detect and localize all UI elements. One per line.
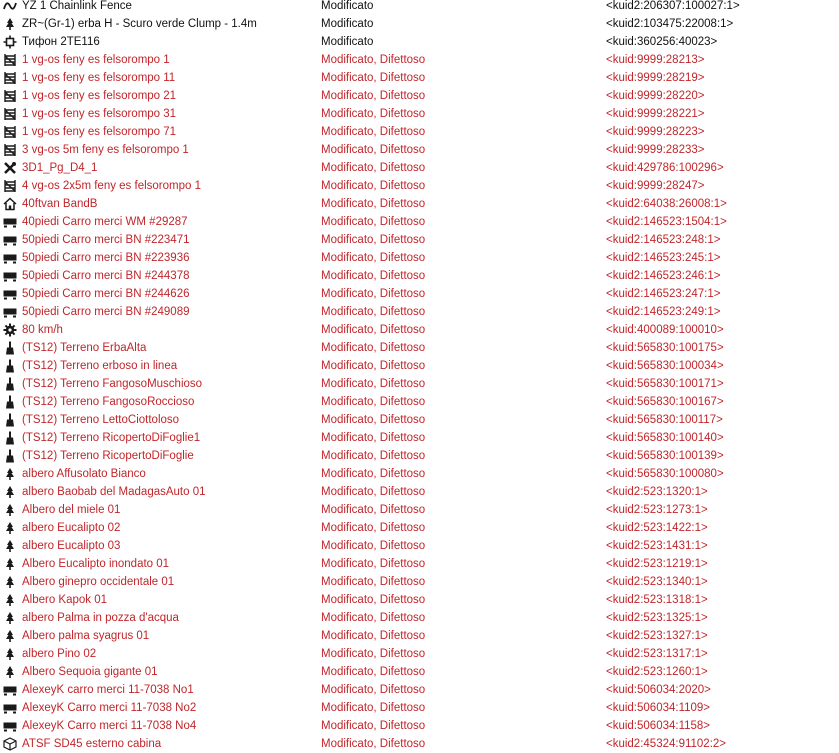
wagon-icon	[3, 233, 17, 247]
asset-kuid: <kuid2:523:1219:1>	[606, 558, 708, 570]
asset-name: albero Palma in pozza d'acqua	[22, 612, 179, 624]
asset-kuid: <kuid2:523:1320:1>	[606, 486, 708, 498]
asset-kuid: <kuid2:523:1317:1>	[606, 648, 708, 660]
asset-kuid: <kuid2:523:1431:1>	[606, 540, 708, 552]
asset-name: albero Baobab del MadagasAuto 01	[22, 486, 206, 498]
brush-icon	[3, 377, 17, 391]
asset-status: Modificato	[321, 0, 374, 12]
asset-kuid: <kuid2:103475:22008:1>	[606, 18, 734, 30]
asset-name: Albero Kapok 01	[22, 594, 108, 606]
asset-status: Modificato, Difettoso	[321, 738, 426, 750]
asset-kuid: <kuid2:523:1327:1>	[606, 630, 708, 642]
asset-name: (TS12) Terreno RicopertoDiFoglie	[22, 450, 194, 462]
brush-icon	[3, 413, 17, 427]
asset-kuid: <kuid:565830:100139>	[606, 450, 724, 462]
asset-status: Modificato, Difettoso	[321, 432, 426, 444]
tree-icon	[3, 629, 17, 643]
asset-name: albero Eucalipto 03	[22, 540, 121, 552]
asset-name: 50piedi Carro merci BN #244378	[22, 270, 190, 282]
list-item[interactable]	[0, 591, 839, 609]
asset-kuid: <kuid:506034:1109>	[606, 702, 711, 714]
asset-name: ATSF SD45 esterno cabina	[22, 738, 162, 750]
asset-kuid: <kuid2:523:1325:1>	[606, 612, 708, 624]
asset-status: Modificato, Difettoso	[321, 468, 426, 480]
asset-kuid: <kuid:9999:28233>	[606, 144, 705, 156]
asset-name: AlexeyK carro merci 11-7038 No1	[22, 684, 194, 696]
list-item[interactable]	[0, 501, 839, 519]
asset-name: 40piedi Carro merci WM #29287	[22, 216, 188, 228]
asset-kuid: <kuid:9999:28223>	[606, 126, 705, 138]
asset-name: 1 vg-os feny es felsorompo 11	[22, 72, 176, 84]
asset-name: AlexeyK Carro merci 11-7038 No4	[22, 720, 197, 732]
asset-name: (TS12) Terreno LettoCiottoloso	[22, 414, 180, 426]
asset-status: Modificato	[321, 18, 374, 30]
asset-name: 3D1_Pg_D4_1	[22, 162, 98, 174]
cube-icon	[3, 737, 17, 751]
list-item[interactable]	[0, 267, 839, 285]
asset-kuid: <kuid:565830:100167>	[606, 396, 724, 408]
wagon-icon	[3, 719, 17, 733]
asset-status: Modificato, Difettoso	[321, 630, 426, 642]
tree-icon	[3, 557, 17, 571]
asset-name: Albero Sequoia gigante 01	[22, 666, 158, 678]
asset-status: Modificato, Difettoso	[321, 702, 426, 714]
list-item[interactable]	[0, 717, 839, 735]
asset-kuid: <kuid2:146523:247:1>	[606, 288, 721, 300]
list-item[interactable]	[0, 681, 839, 699]
asset-status: Modificato, Difettoso	[321, 126, 426, 138]
list-item[interactable]	[0, 15, 839, 33]
wagon-icon	[3, 251, 17, 265]
asset-kuid: <kuid2:45324:91102:2>	[606, 738, 727, 750]
asset-status: Modificato, Difettoso	[321, 558, 426, 570]
brush-icon	[3, 449, 17, 463]
list-item[interactable]	[0, 573, 839, 591]
list-item[interactable]	[0, 663, 839, 681]
tree-icon	[3, 521, 17, 535]
list-item[interactable]	[0, 0, 839, 15]
asset-name: (TS12) Terreno erboso in linea	[22, 360, 178, 372]
asset-kuid: <kuid:565830:100034>	[606, 360, 724, 372]
gear-icon	[3, 323, 17, 337]
asset-status: Modificato, Difettoso	[321, 90, 426, 102]
asset-name: 50piedi Carro merci BN #249089	[22, 306, 190, 318]
list-item[interactable]	[0, 87, 839, 105]
list-item[interactable]	[0, 483, 839, 501]
asset-status: Modificato, Difettoso	[321, 594, 426, 606]
list-item[interactable]	[0, 699, 839, 717]
tree-icon	[3, 17, 17, 31]
asset-name: (TS12) Terreno FangosoMuschioso	[22, 378, 203, 390]
asset-kuid: <kuid2:64038:26008:1>	[606, 198, 727, 210]
asset-name: 1 vg-os feny es felsorompo 1	[22, 54, 170, 66]
asset-name: Тифон 2TE116	[22, 36, 100, 48]
component-icon	[3, 35, 17, 49]
asset-name: 80 km/h	[22, 324, 63, 336]
asset-status: Modificato, Difettoso	[321, 522, 426, 534]
brush-icon	[3, 341, 17, 355]
asset-kuid: <kuid:9999:28221>	[606, 108, 705, 120]
asset-status: Modificato, Difettoso	[321, 54, 426, 66]
asset-name: Albero palma syagrus 01	[22, 630, 150, 642]
wagon-icon	[3, 287, 17, 301]
asset-kuid: <kuid2:146523:245:1>	[606, 252, 721, 264]
asset-status: Modificato, Difettoso	[321, 414, 426, 426]
asset-kuid: <kuid2:146523:1504:1>	[606, 216, 727, 228]
asset-name: 50piedi Carro merci BN #223936	[22, 252, 190, 264]
asset-name: 1 vg-os feny es felsorompo 71	[22, 126, 177, 138]
track-icon	[3, 71, 17, 85]
asset-status: Modificato, Difettoso	[321, 72, 426, 84]
list-item[interactable]	[0, 393, 839, 411]
asset-kuid: <kuid:9999:28220>	[606, 90, 705, 102]
list-item[interactable]	[0, 159, 839, 177]
list-item[interactable]	[0, 429, 839, 447]
asset-status: Modificato, Difettoso	[321, 270, 426, 282]
list-item[interactable]	[0, 177, 839, 195]
wagon-icon	[3, 701, 17, 715]
list-item[interactable]	[0, 69, 839, 87]
asset-kuid: <kuid:400089:100010>	[606, 324, 724, 336]
wagon-icon	[3, 305, 17, 319]
list-item[interactable]	[0, 375, 839, 393]
list-item[interactable]	[0, 411, 839, 429]
brush-icon	[3, 395, 17, 409]
asset-name: Albero del miele 01	[22, 504, 121, 516]
asset-status: Modificato, Difettoso	[321, 576, 426, 588]
list-item[interactable]	[0, 609, 839, 627]
tree-icon	[3, 665, 17, 679]
asset-name: 1 vg-os feny es felsorompo 31	[22, 108, 177, 120]
asset-name: 50piedi Carro merci BN #223471	[22, 234, 190, 246]
track-icon	[3, 89, 17, 103]
asset-kuid: <kuid:506034:1158>	[606, 720, 711, 732]
tree-icon	[3, 485, 17, 499]
asset-name: 4 vg-os 2x5m feny es felsorompo 1	[22, 180, 201, 192]
track-icon	[3, 179, 17, 193]
track-icon	[3, 125, 17, 139]
asset-name: Albero Eucalipto inondato 01	[22, 558, 170, 570]
list-item[interactable]	[0, 321, 839, 339]
list-item[interactable]	[0, 555, 839, 573]
tree-icon	[3, 575, 17, 589]
asset-name: YZ 1 Chainlink Fence	[22, 0, 132, 12]
list-item[interactable]	[0, 303, 839, 321]
asset-kuid: <kuid:565830:100140>	[606, 432, 724, 444]
asset-kuid: <kuid2:206307:100027:1>	[606, 0, 740, 12]
asset-name: 40ftvan BandB	[22, 198, 98, 210]
asset-status: Modificato, Difettoso	[321, 396, 426, 408]
list-item[interactable]	[0, 141, 839, 159]
asset-status: Modificato, Difettoso	[321, 324, 426, 336]
asset-status: Modificato, Difettoso	[321, 252, 426, 264]
list-item[interactable]	[0, 249, 839, 267]
list-item[interactable]	[0, 195, 839, 213]
list-item[interactable]	[0, 123, 839, 141]
list-item[interactable]	[0, 33, 839, 51]
asset-kuid: <kuid2:523:1273:1>	[606, 504, 708, 516]
asset-kuid: <kuid:565830:100080>	[606, 468, 724, 480]
list-item[interactable]	[0, 537, 839, 555]
asset-kuid: <kuid2:146523:246:1>	[606, 270, 721, 282]
asset-status: Modificato, Difettoso	[321, 378, 426, 390]
asset-status: Modificato, Difettoso	[321, 198, 426, 210]
list-item[interactable]	[0, 645, 839, 663]
asset-status: Modificato, Difettoso	[321, 216, 426, 228]
list-item[interactable]	[0, 447, 839, 465]
asset-name: ZR~(Gr-1) erba H - Scuro verde Clump - 1.4m	[22, 18, 257, 30]
asset-status: Modificato, Difettoso	[321, 540, 426, 552]
asset-status: Modificato, Difettoso	[321, 504, 426, 516]
asset-kuid: <kuid:9999:28247>	[606, 180, 705, 192]
asset-status: Modificato, Difettoso	[321, 684, 426, 696]
tree-icon	[3, 593, 17, 607]
list-item[interactable]	[0, 627, 839, 645]
asset-kuid: <kuid2:523:1340:1>	[606, 576, 708, 588]
brush-icon	[3, 359, 17, 373]
asset-name: (TS12) Terreno RicopertoDiFoglie1	[22, 432, 201, 444]
brush-icon	[3, 431, 17, 445]
asset-kuid: <kuid:9999:28219>	[606, 72, 705, 84]
asset-status: Modificato, Difettoso	[321, 720, 426, 732]
list-item[interactable]	[0, 51, 839, 69]
asset-kuid: <kuid2:523:1318:1>	[606, 594, 708, 606]
asset-kuid: <kuid2:523:1260:1>	[606, 666, 708, 678]
asset-kuid: <kuid:565830:100175>	[606, 342, 724, 354]
house-icon	[3, 197, 17, 211]
asset-name: AlexeyK Carro merci 11-7038 No2	[22, 702, 197, 714]
list-item[interactable]	[0, 213, 839, 231]
asset-kuid: <kuid:565830:100117>	[606, 414, 723, 426]
list-item[interactable]	[0, 339, 839, 357]
asset-name: 1 vg-os feny es felsorompo 21	[22, 90, 177, 102]
asset-status: Modificato, Difettoso	[321, 648, 426, 660]
track-icon	[3, 53, 17, 67]
asset-status: Modificato, Difettoso	[321, 180, 426, 192]
asset-kuid: <kuid:360256:40023>	[606, 36, 718, 48]
asset-status: Modificato, Difettoso	[321, 666, 426, 678]
asset-status: Modificato, Difettoso	[321, 342, 426, 354]
asset-name: (TS12) Terreno FangosoRoccioso	[22, 396, 195, 408]
asset-name: (TS12) Terreno ErbaAlta	[22, 342, 147, 354]
asset-status: Modificato, Difettoso	[321, 486, 426, 498]
fence-icon	[3, 0, 17, 13]
wagon-icon	[3, 269, 17, 283]
list-item[interactable]	[0, 357, 839, 375]
asset-status: Modificato, Difettoso	[321, 162, 426, 174]
list-item[interactable]	[0, 231, 839, 249]
list-item[interactable]	[0, 735, 839, 753]
asset-kuid: <kuid2:523:1422:1>	[606, 522, 708, 534]
asset-status: Modificato, Difettoso	[321, 234, 426, 246]
tree-icon	[3, 647, 17, 661]
asset-status: Modificato	[321, 36, 374, 48]
asset-kuid: <kuid:565830:100171>	[606, 378, 724, 390]
asset-status: Modificato, Difettoso	[321, 450, 426, 462]
asset-name: Albero ginepro occidentale 01	[22, 576, 175, 588]
asset-name: 3 vg-os 5m feny es felsorompo 1	[22, 144, 189, 156]
asset-status: Modificato, Difettoso	[321, 108, 426, 120]
wagon-icon	[3, 215, 17, 229]
track-icon	[3, 107, 17, 121]
asset-name: albero Eucalipto 02	[22, 522, 121, 534]
asset-status: Modificato, Difettoso	[321, 306, 426, 318]
wagon-icon	[3, 683, 17, 697]
asset-kuid: <kuid:429786:100296>	[606, 162, 724, 174]
tree-icon	[3, 467, 17, 481]
list-item[interactable]	[0, 105, 839, 123]
tree-icon	[3, 503, 17, 517]
track-icon	[3, 143, 17, 157]
asset-kuid: <kuid:506034:2020>	[606, 684, 711, 696]
tools-icon	[3, 161, 17, 175]
asset-kuid: <kuid2:146523:249:1>	[606, 306, 721, 318]
asset-status: Modificato, Difettoso	[321, 612, 426, 624]
asset-kuid: <kuid2:146523:248:1>	[606, 234, 721, 246]
asset-name: 50piedi Carro merci BN #244626	[22, 288, 190, 300]
tree-icon	[3, 539, 17, 553]
list-item[interactable]	[0, 519, 839, 537]
asset-kuid: <kuid:9999:28213>	[606, 54, 705, 66]
list-item[interactable]	[0, 285, 839, 303]
asset-status: Modificato, Difettoso	[321, 144, 426, 156]
asset-status: Modificato, Difettoso	[321, 360, 426, 372]
asset-name: albero Pino 02	[22, 648, 97, 660]
asset-status: Modificato, Difettoso	[321, 288, 426, 300]
list-item[interactable]	[0, 465, 839, 483]
asset-name: albero Affusolato Bianco	[22, 468, 146, 480]
tree-icon	[3, 611, 17, 625]
